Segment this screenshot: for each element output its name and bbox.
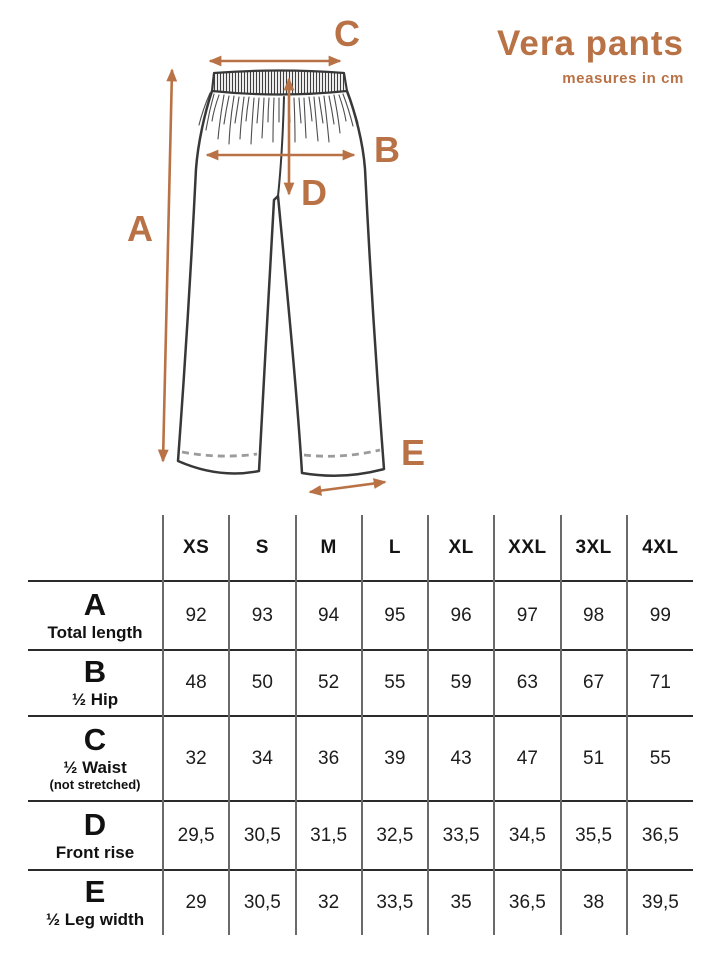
row-letter: E <box>84 874 106 910</box>
size-value-cell: 39 <box>362 716 428 801</box>
size-value-cell: 98 <box>561 581 627 650</box>
size-value-cell: 96 <box>428 581 494 650</box>
size-value-cell: 52 <box>296 650 362 716</box>
size-value-cell: 67 <box>561 650 627 716</box>
size-value-cell: 48 <box>163 650 229 716</box>
row-name: Total length <box>47 622 143 642</box>
size-col-header: 3XL <box>561 515 627 581</box>
row-label-cell <box>28 870 163 935</box>
waistband <box>212 71 347 95</box>
size-value-cell: 50 <box>229 650 295 716</box>
waistband-gathers <box>199 93 358 144</box>
size-value-cell: 30,5 <box>229 870 295 935</box>
hem-stitch-right <box>304 450 380 456</box>
row-letter: A <box>83 586 107 622</box>
size-table <box>28 515 693 935</box>
row-letter: D <box>83 806 107 842</box>
size-value-cell: 36,5 <box>494 870 560 935</box>
corner-cell <box>28 515 163 581</box>
row-label-cell <box>28 716 163 801</box>
table-row-front-rise <box>28 801 693 870</box>
measure-arrow-e <box>310 482 385 492</box>
size-value-cell: 94 <box>296 581 362 650</box>
measure-arrow-a <box>163 70 172 461</box>
row-name: ½ Hip <box>71 690 119 710</box>
size-value-cell: 34,5 <box>494 801 560 870</box>
size-value-cell: 93 <box>229 581 295 650</box>
size-value-cell: 47 <box>494 716 560 801</box>
size-col-header: L <box>362 515 428 581</box>
page-title: Vera pants <box>496 24 684 63</box>
size-value-cell: 32 <box>296 870 362 935</box>
size-value-cell: 35 <box>428 870 494 935</box>
size-value-cell: 35,5 <box>561 801 627 870</box>
size-value-cell: 92 <box>163 581 229 650</box>
size-value-cell: 95 <box>362 581 428 650</box>
size-value-cell: 36 <box>296 716 362 801</box>
pants-illustration <box>178 71 384 476</box>
size-value-cell: 63 <box>494 650 560 716</box>
size-value-cell: 43 <box>428 716 494 801</box>
size-col-header: 4XL <box>627 515 693 581</box>
size-value-cell: 59 <box>428 650 494 716</box>
size-value-cell: 55 <box>627 716 693 801</box>
row-note: (not stretched) <box>49 776 141 792</box>
hem-stitch-left <box>182 452 257 456</box>
table-row-half-waist <box>28 716 693 801</box>
size-col-header: XS <box>163 515 229 581</box>
size-col-header: XL <box>428 515 494 581</box>
measure-arrows <box>163 61 385 492</box>
size-value-cell: 38 <box>561 870 627 935</box>
size-value-cell: 97 <box>494 581 560 650</box>
size-value-cell: 55 <box>362 650 428 716</box>
measure-label-d: D <box>301 172 327 213</box>
size-value-cell: 34 <box>229 716 295 801</box>
table-row-total-length <box>28 581 693 650</box>
size-col-header: S <box>229 515 295 581</box>
size-value-cell: 29,5 <box>163 801 229 870</box>
size-value-cell: 32,5 <box>362 801 428 870</box>
measure-label-a: A <box>127 208 153 249</box>
size-value-cell: 99 <box>627 581 693 650</box>
size-value-cell: 33,5 <box>362 870 428 935</box>
row-letter: C <box>83 722 107 758</box>
size-value-cell: 32 <box>163 716 229 801</box>
measure-label-b: B <box>374 129 400 170</box>
size-value-cell: 29 <box>163 870 229 935</box>
size-value-cell: 71 <box>627 650 693 716</box>
row-name: ½ Leg width <box>45 910 145 930</box>
size-value-cell: 36,5 <box>627 801 693 870</box>
measure-label-c: C <box>334 13 360 54</box>
size-value-cell: 33,5 <box>428 801 494 870</box>
table-row-half-leg-width <box>28 870 693 935</box>
size-header-row <box>28 515 693 581</box>
size-value-cell: 30,5 <box>229 801 295 870</box>
measure-label-e: E <box>401 432 426 473</box>
row-label-cell <box>28 650 163 716</box>
size-value-cell: 31,5 <box>296 801 362 870</box>
row-label-cell <box>28 801 163 870</box>
row-label-cell <box>28 581 163 650</box>
page-subtitle: measures in cm <box>562 70 684 87</box>
size-col-header: M <box>296 515 362 581</box>
row-letter: B <box>83 654 107 690</box>
size-col-header: XXL <box>494 515 560 581</box>
size-value-cell: 39,5 <box>627 870 693 935</box>
row-name: ½ Waist <box>63 758 127 778</box>
size-value-cell: 51 <box>561 716 627 801</box>
row-name: Front rise <box>55 842 135 862</box>
table-row-half-hip <box>28 650 693 716</box>
